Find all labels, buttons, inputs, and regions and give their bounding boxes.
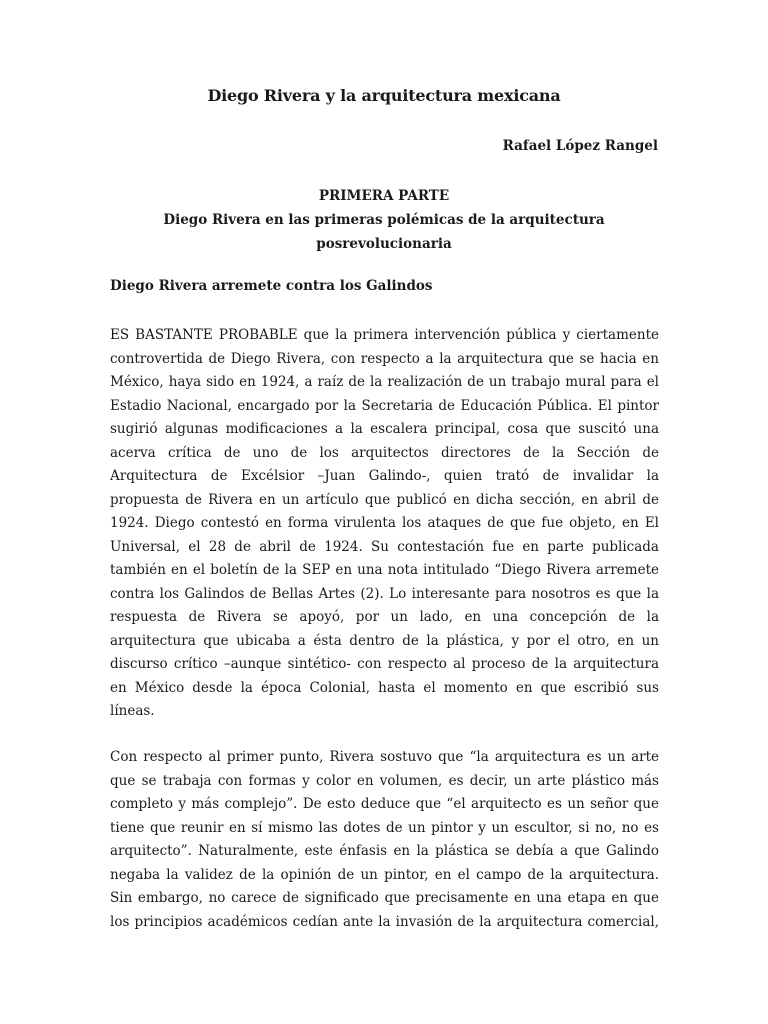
paragraph-line: arquitectura que ubicaba a ésta dentro de la plástica, y por el otro, en un [110,632,659,649]
paragraph-line: en México desde la época Colonial, hasta el momento en que escribió sus [110,679,659,696]
paragraph-line: arquitecto”. Naturalmente, este énfasis en la plástica se debía a que Galindo [110,843,659,859]
paragraph-line: contra los Galindos de Bellas Artes (2). Lo interesante para nosotros es que la [110,585,659,602]
paragraph-line: Universal, el 28 de abril de 1924. Su contestación fue en parte publicada [110,538,659,555]
paragraph-line: respuesta de Rivera se apoyó, por un lado, en una concepción de la [110,609,659,625]
paragraph-line: ES BASTANTE PROBABLE que la primera intervención pública y ciertamente [110,327,659,343]
body-paragraph [110,324,659,724]
paragraph-line: líneas. [110,703,155,719]
paragraph-line: negaba la validez de la opinión de un pintor, en el campo de la arquitectura. [110,866,659,883]
paragraph-line: controvertida de Diego Rivera, con respecto a la arquitectura que se hacia en [110,350,659,367]
part-subtitle-line: posrevolucionaria [316,236,452,252]
paragraph-line: propuesta de Rivera en un artículo que publicó en dicha sección, en abril de [110,491,659,508]
paragraph-line: acerva crítica de uno de los arquitectos directores de la Sección de [110,444,659,461]
body-paragraph [110,746,659,934]
paragraph-line: discurso crítico –aunque sintético- con respecto al proceso de la arquitectura [110,656,659,672]
paragraph-line: completo y más complejo”. De esto deduce que “el arquitecto es un señor que [110,796,659,812]
paragraph-line: sugirió algunas modificaciones a la escalera principal, cosa que suscitó una [110,421,659,437]
paragraph-line: Arquitectura de Excélsior –Juan Galindo-, quien trató de invalidar la [110,468,659,484]
paragraph-line: Sin embargo, no carece de significado que precisamente en una etapa en que [110,890,659,906]
part-label: PRIMERA PARTE [318,188,450,204]
part-subtitle-line: Diego Rivera en las primeras polémicas de la arquitectura [163,212,605,228]
paragraph-line: 1924. Diego contestó en forma virulenta los ataques de que fue objeto, en El [110,515,659,531]
document-title: Diego Rivera y la arquitectura mexicana [207,86,561,105]
author-name: Rafael López Rangel [502,138,658,154]
paragraph-line: los principios académicos cedían ante la invasión de la arquitectura comercial, [110,913,659,930]
paragraph-line: Con respecto al primer punto, Rivera sostuvo que “la arquitectura es un arte [110,749,659,765]
paragraph-line: México, haya sido en 1924, a raíz de la realización de un trabajo mural para el [110,374,659,390]
paragraph-line: también en el boletín de la SEP en una nota intitulado “Diego Rivera arremete [110,562,659,578]
section-heading: Diego Rivera arremete contra los Galindos [110,278,433,294]
paragraph-line: que se trabaja con formas y color en volumen, es decir, un arte plástico más [110,772,659,789]
part-heading-block [0,184,768,256]
paragraph-line: tiene que reunir en sí mismo las dotes de un pintor y un escultor, si no, no es [110,819,659,836]
paragraph-line: Estadio Nacional, encargado por la Secretaria de Educación Pública. El pintor [110,397,659,414]
